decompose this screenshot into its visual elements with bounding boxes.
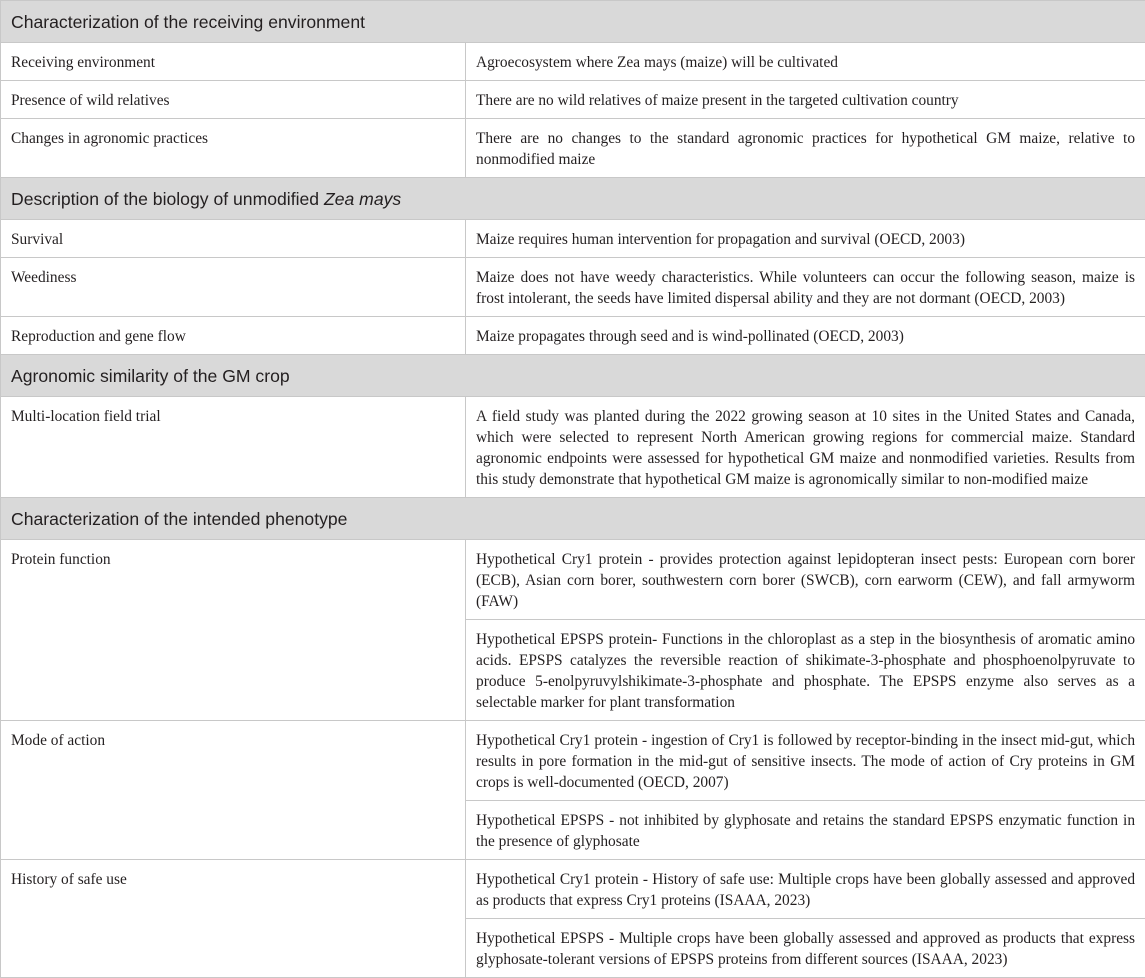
row-value: A field study was planted during the 2022 growing season at 10 sites in the United States and Canada, which were selected to represent North American growing regions for commercial maize. Standard agronomic endpoints were assessed for hypothetical GM maize and nonmodified varieties. Results from this study demonstrate that hypothetical GM maize is agronomically similar to non-modified maize xyxy=(466,397,1145,498)
table-row xyxy=(1,721,1145,801)
row-value: Maize does not have weedy characteristics. While volunteers can occur the following season, maize is frost intolerant, the seeds have limited dispersal ability and they are not dormant (OECD, 2003) xyxy=(466,258,1145,317)
row-label: Receiving environment xyxy=(1,43,466,81)
table-row xyxy=(1,397,1145,498)
section-title: Characterization of the intended phenotype xyxy=(1,498,1145,540)
table-row xyxy=(1,43,1145,81)
table-row xyxy=(1,540,1145,620)
row-label: Reproduction and gene flow xyxy=(1,317,466,355)
row-value: Maize propagates through seed and is wind-pollinated (OECD, 2003) xyxy=(466,317,1145,355)
table-row xyxy=(1,860,1145,919)
table-row xyxy=(1,317,1145,355)
row-value: Maize requires human intervention for propagation and survival (OECD, 2003) xyxy=(466,220,1145,258)
section-title xyxy=(1,178,1145,220)
section-header-intended-phenotype xyxy=(1,498,1145,540)
section-header-agronomic-similarity xyxy=(1,355,1145,397)
table-row xyxy=(1,258,1145,317)
row-label: History of safe use xyxy=(1,860,466,978)
row-value: Hypothetical EPSPS protein- Functions in the chloroplast as a step in the biosynthesis of aromatic amino acids. EPSPS catalyzes the reversible reaction of shikimate-3-phosphate and phosphoenolpyruvate to produce 5-enolpyruvylshikimate-3-phosphate and phosphate. The EPSPS enzyme also serves as a selectable marker for plant transformation xyxy=(466,620,1145,721)
table-row xyxy=(1,81,1145,119)
row-value: Hypothetical Cry1 protein - ingestion of Cry1 is followed by receptor-binding in the insect mid-gut, which results in pore formation in the mid-gut of sensitive insects. The mode of action of Cry proteins in GM crops is well-documented (OECD, 2007) xyxy=(466,721,1145,801)
row-value: Hypothetical Cry1 protein - provides protection against lepidopteran insect pests: European corn borer (ECB), Asian corn borer, southwestern corn borer (SWCB), corn earworm (CEW), and fall armyworm (FAW) xyxy=(466,540,1145,620)
section-title-text: Description of the biology of unmodified xyxy=(11,189,319,209)
row-label: Multi-location field trial xyxy=(1,397,466,498)
section-title: Characterization of the receiving environment xyxy=(1,1,1145,43)
table-row xyxy=(1,220,1145,258)
row-value: Hypothetical EPSPS - Multiple crops have been globally assessed and approved as products that express glyphosate-tolerant versions of EPSPS proteins from different sources (ISAAA, 2023) xyxy=(466,919,1145,978)
row-label: Changes in agronomic practices xyxy=(1,119,466,178)
row-value: Hypothetical EPSPS - not inhibited by glyphosate and retains the standard EPSPS enzymatic function in the presence of glyphosate xyxy=(466,801,1145,860)
row-label: Presence of wild relatives xyxy=(1,81,466,119)
row-label: Weediness xyxy=(1,258,466,317)
section-header-receiving-environment xyxy=(1,1,1145,43)
table-row xyxy=(1,119,1145,178)
row-value: There are no changes to the standard agronomic practices for hypothetical GM maize, relative to nonmodified maize xyxy=(466,119,1145,178)
section-title-italic: Zea mays xyxy=(324,189,401,209)
row-value: Agroecosystem where Zea mays (maize) will be cultivated xyxy=(466,43,1145,81)
row-value: Hypothetical Cry1 protein - History of safe use: Multiple crops have been globally assessed and approved as products that express Cry1 proteins (ISAAA, 2023) xyxy=(466,860,1145,919)
section-header-biology xyxy=(1,178,1145,220)
row-label: Protein function xyxy=(1,540,466,721)
section-title: Agronomic similarity of the GM crop xyxy=(1,355,1145,397)
row-label: Survival xyxy=(1,220,466,258)
row-label: Mode of action xyxy=(1,721,466,860)
row-value: There are no wild relatives of maize present in the targeted cultivation country xyxy=(466,81,1145,119)
